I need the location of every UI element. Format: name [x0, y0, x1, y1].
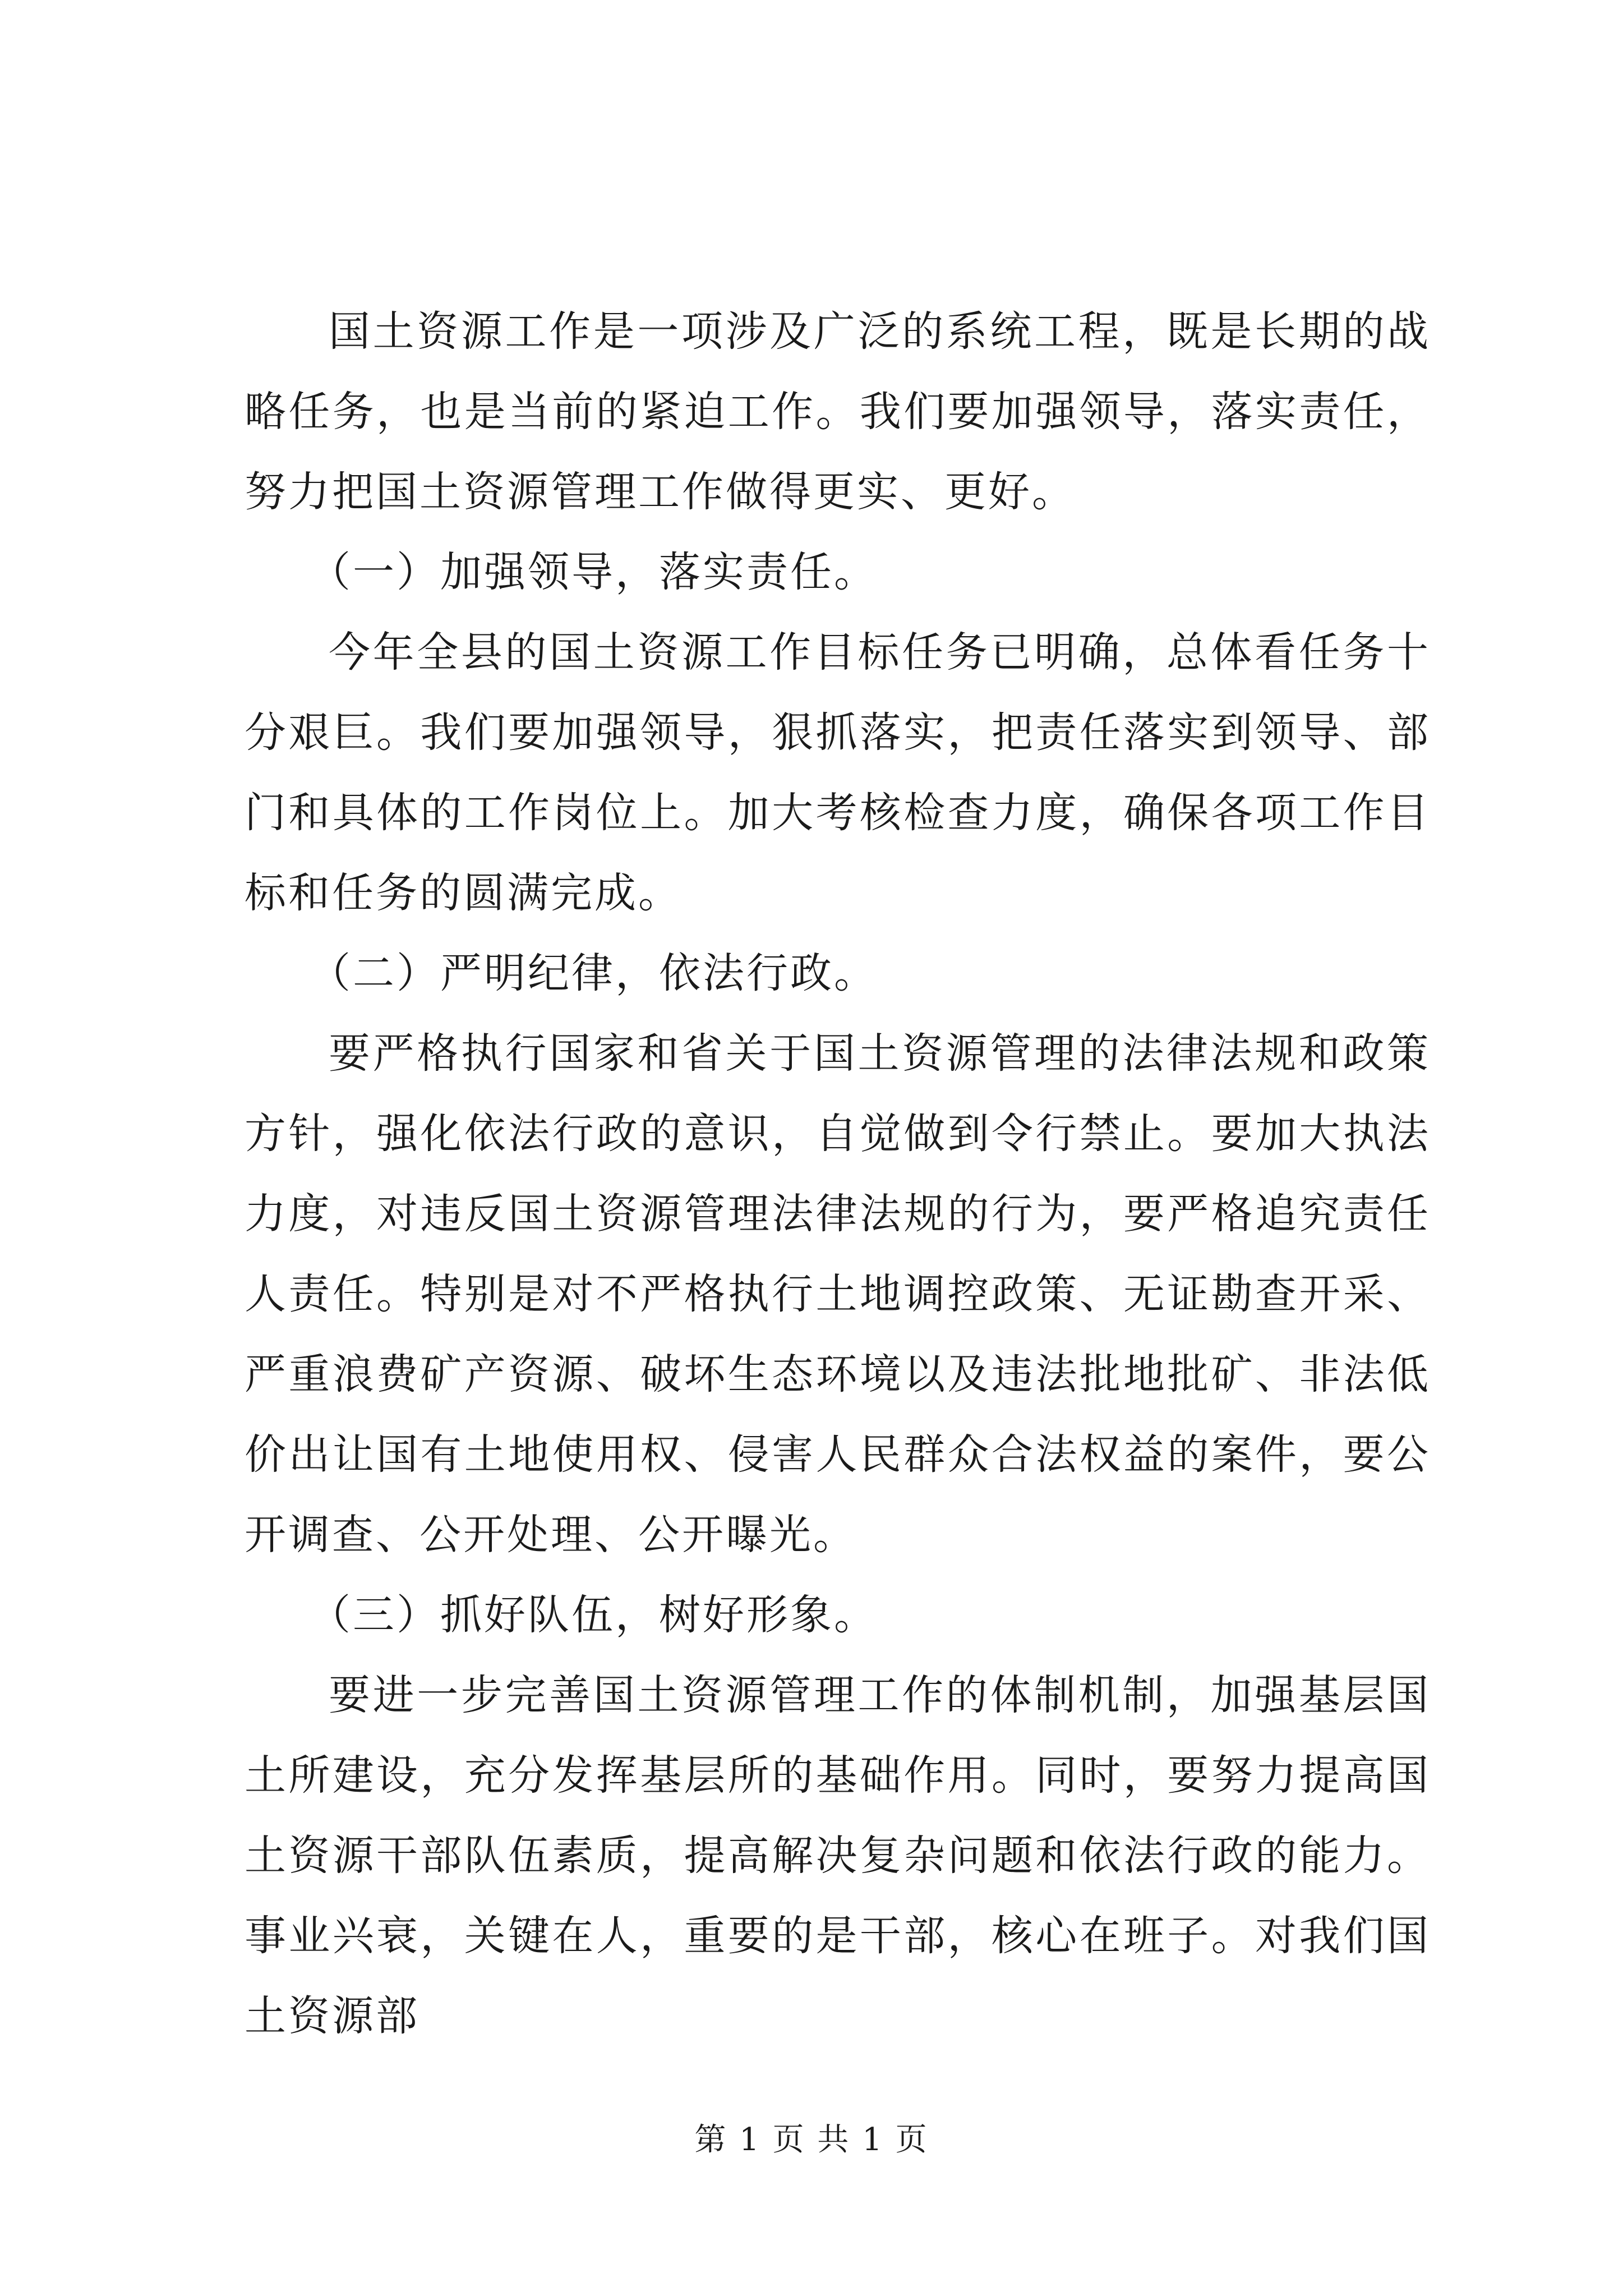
paragraph-intro: 国土资源工作是一项涉及广泛的系统工程，既是长期的战略任务，也是当前的紧迫工作。我们要加强领导，落实责任，努力把国土资源管理工作做得更实、更好。 — [245, 307, 1431, 516]
page-footer — [0, 2120, 1623, 2160]
section-heading-1: （一）加强领导，落实责任。 — [309, 548, 878, 596]
section-heading-3: （三）抓好队伍，树好形象。 — [309, 1591, 878, 1639]
section-heading-2: （二）严明纪律，依法行政。 — [309, 949, 878, 997]
paragraph-section-2: 要严格执行国家和省关于国土资源管理的法律法规和政策方针，强化依法行政的意识，自觉做到令行禁止。要加大执法力度，对违反国土资源管理法律法规的行为，要严格追究责任人责任。特别是对不严格执行土地调控政策、无证勘查开采、严重浪费矿产资源、破坏生态环境以及违法批地批矿、非法低价出让国有土地使用权、侵害人民群众合法权益的案件，要公开调查、公开处理、公开曝光。 — [245, 1029, 1431, 1559]
paragraph-section-3: 要进一步完善国土资源管理工作的体制机制，加强基层国土所建设，充分发挥基层所的基础作用。同时，要努力提高国土资源干部队伍素质，提高解决复杂问题和依法行政的能力。事业兴衰，关键在人，重要的是干部，核心在班子。对我们国土资源部 — [245, 1671, 1431, 2040]
document-body — [245, 292, 1431, 2056]
paragraph-section-1: 今年全县的国土资源工作目标任务已明确，总体看任务十分艰巨。我们要加强领导，狠抓落实，把责任落实到领导、部门和具体的工作岗位上。加大考核检查力度，确保各项工作目标和任务的圆满完成。 — [245, 628, 1431, 917]
page-number-label: 第 1 页 共 1 页 — [694, 2122, 929, 2158]
